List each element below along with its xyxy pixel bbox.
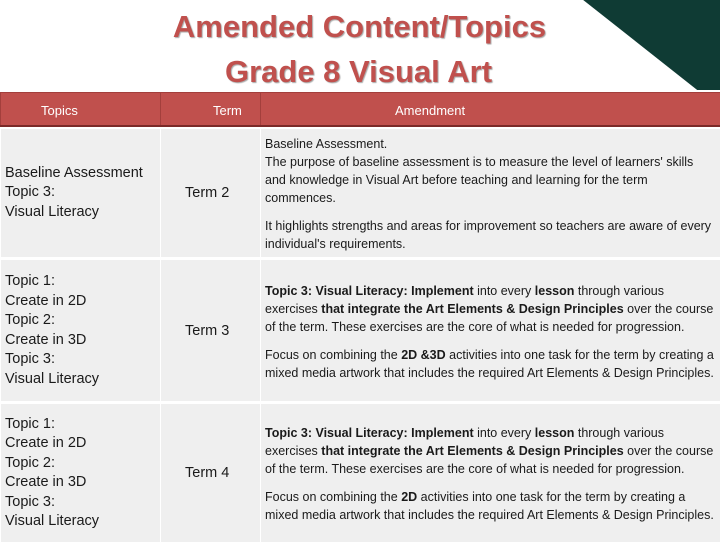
header-divider	[0, 125, 720, 127]
topic-line: Topic 1:	[5, 415, 160, 435]
topic-line: Create in 2D	[5, 292, 160, 312]
topic-line: Topic 1:	[5, 272, 160, 292]
table-header-row	[1, 93, 720, 129]
term-cell	[161, 403, 261, 543]
amendment-text	[261, 129, 720, 257]
topics-cell	[1, 403, 161, 543]
topic-line: Visual Literacy	[5, 203, 160, 223]
column-header-topics: Topics	[1, 93, 161, 129]
emphasis-text: that integrate the Art Elements & Design Principles	[321, 444, 623, 458]
topic-line: Visual Literacy	[5, 370, 160, 390]
amendment-paragraph	[265, 135, 716, 207]
topic-line: Create in 3D	[5, 331, 160, 351]
amendment-paragraph: It highlights strengths and areas for improvement so teachers are aware of every individual's requirements.	[265, 217, 716, 253]
title-line-1: Amended Content/Topics	[0, 4, 720, 49]
topics-list	[1, 164, 160, 223]
topic-line: Topic 2:	[5, 311, 160, 331]
amendment-cell	[261, 259, 720, 403]
table-row	[1, 128, 720, 259]
topic-line: Create in 2D	[5, 434, 160, 454]
body-text: into every	[474, 426, 535, 440]
amendment-paragraph	[265, 282, 716, 336]
topics-list	[1, 272, 160, 389]
term-cell	[161, 259, 261, 403]
term-label: Term 2	[161, 185, 260, 201]
amendment-heading: Baseline Assessment.	[265, 137, 387, 151]
amendment-text	[261, 418, 720, 528]
emphasis-text: Topic 3: Visual Literacy: Implement	[265, 284, 474, 298]
amendments-table	[0, 92, 720, 543]
topic-line: Visual Literacy	[5, 512, 160, 532]
body-text: Focus on combining the	[265, 348, 401, 362]
amendment-paragraph	[265, 346, 716, 382]
emphasis-text: lesson	[535, 426, 575, 440]
body-text: over the course of the term. These exercises are the core of what is needed for progression.	[265, 302, 713, 334]
term-cell	[161, 128, 261, 259]
emphasis-text: that integrate the Art Elements & Design Principles	[321, 302, 623, 316]
column-header-term: Term	[161, 93, 261, 129]
term-label: Term 4	[161, 465, 260, 481]
page-title	[0, 4, 720, 94]
column-header-amendment: Amendment	[261, 93, 720, 129]
emphasis-text: 2D &3D	[401, 348, 445, 362]
topics-cell	[1, 259, 161, 403]
emphasis-text: 2D	[401, 490, 417, 504]
amendment-text	[261, 276, 720, 386]
amendment-paragraph	[265, 424, 716, 478]
emphasis-text: lesson	[535, 284, 575, 298]
body-text: into every	[474, 284, 535, 298]
amendment-cell	[261, 128, 720, 259]
topic-line: Topic 3:	[5, 493, 160, 513]
table-row	[1, 403, 720, 543]
amendment-paragraph	[265, 488, 716, 524]
table-row	[1, 259, 720, 403]
body-text: over the course of the term. These exercises are the core of what is needed for progression.	[265, 444, 713, 476]
topic-line: Baseline Assessment	[5, 164, 160, 184]
body-text: Focus on combining the	[265, 490, 401, 504]
topic-line: Create in 3D	[5, 473, 160, 493]
body-text: activities into one task for the term by creating a mixed media artwork that includes the required Art Elements & Design Principles.	[265, 490, 714, 522]
term-label: Term 3	[161, 323, 260, 339]
body-text: through various exercises	[265, 284, 664, 316]
body-text: through various exercises	[265, 426, 664, 458]
topic-line: Topic 2:	[5, 454, 160, 474]
topics-list	[1, 415, 160, 532]
topics-cell	[1, 128, 161, 259]
amendment-cell	[261, 403, 720, 543]
topic-line: Topic 3:	[5, 183, 160, 203]
topic-line: Topic 3:	[5, 350, 160, 370]
emphasis-text: Topic 3: Visual Literacy: Implement	[265, 426, 474, 440]
body-text: activities into one task for the term by creating a mixed media artwork that includes the required Art Elements & Design Principles.	[265, 348, 714, 380]
title-line-2: Grade 8 Visual Art	[0, 49, 720, 94]
amendment-body: The purpose of baseline assessment is to measure the level of learners' skills and knowledge in Visual Art before teaching and learning for the term commences.	[265, 155, 693, 205]
